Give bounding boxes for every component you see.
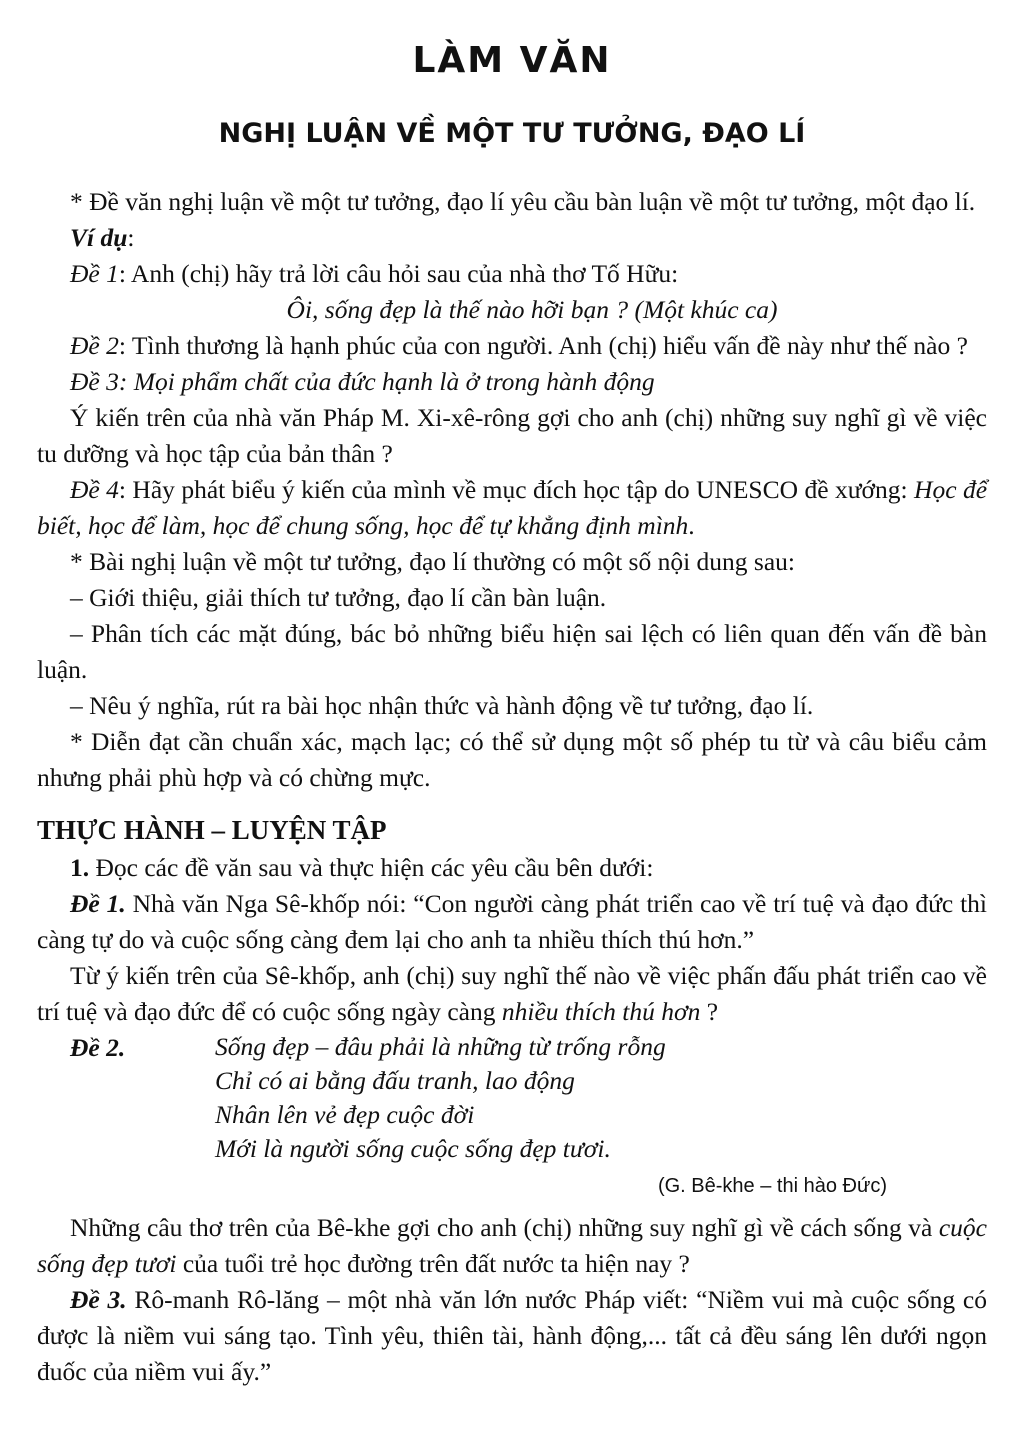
example-1-quote: Ôi, sống đẹp là thế nào hỡi bạn ? (Một khúc ca): [286, 295, 778, 324]
page-body: [37, 184, 987, 1390]
example-1: Đề 1: Anh (chị) hãy trả lời câu hỏi sau của nhà thơ Tố Hữu:: [70, 259, 679, 288]
example-3-question: Ý kiến trên của nhà văn Pháp M. Xi-xê-rông gợi cho anh (chị) những suy nghĩ gì về việc tu dưỡng và học tập của bản thân ?: [37, 403, 987, 468]
exercise-3-label: Đề 3.: [70, 1285, 127, 1314]
poem-line: Mới là người sống cuộc sống đẹp tươi.: [215, 1134, 611, 1163]
example-1-label: Đề 1: [70, 259, 119, 288]
example-label: Ví dụ:: [70, 223, 135, 252]
example-3-label: Đề 3: [70, 367, 119, 396]
poem-source: (G. Bê-khe – thi hào Đức): [657, 1175, 887, 1197]
page-title: LÀM VĂN: [412, 40, 612, 81]
bullet-1: – Giới thiệu, giải thích tư tưởng, đạo lí cần bàn luận.: [70, 583, 607, 612]
exercise-1-label: Đề 1.: [70, 889, 126, 918]
exercise-1-question: Từ ý kiến trên của Sê-khốp, anh (chị) suy nghĩ thế nào về việc phấn đấu phát triển cao về trí tuệ và đạo đức để có cuộc sống ngày càng nhiều thích thú hơn ?: [37, 961, 987, 1026]
poem-lines: [215, 1030, 666, 1166]
example-4: Đề 4: Hãy phát biểu ý kiến của mình về mục đích học tập do UNESCO đề xướng: Học để biết, học để làm, học để chung sống, học để tự khẳng định mình.: [37, 475, 988, 540]
task-1: 1. Đọc các đề văn sau và thực hiện các yêu cầu bên dưới:: [70, 853, 654, 882]
bullet-3: – Nêu ý nghĩa, rút ra bài học nhận thức và hành động về tư tưởng, đạo lí.: [70, 691, 814, 720]
section-subtitle: NGHỊ LUẬN VỀ MỘT TƯ TƯỞNG, ĐẠO LÍ: [218, 118, 806, 149]
style-note: * Diễn đạt cần chuẩn xác, mạch lạc; có thể sử dụng một số phép tu từ và câu biểu cảm nhưng phải phù hợp và có chừng mực.: [37, 727, 987, 792]
example-4-label: Đề 4: [70, 475, 119, 504]
poem-line: Nhân lên vẻ đẹp cuộc đời: [215, 1100, 475, 1129]
bullet-2: – Phân tích các mặt đúng, bác bỏ những biểu hiện sai lệch có liên quan đến vấn đề bàn luận.: [37, 619, 987, 684]
exercise-2-poem: [37, 1030, 987, 1210]
exercise-2-label: Đề 2.: [70, 1033, 126, 1062]
practice-heading: THỰC HÀNH – LUYỆN TẬP: [37, 815, 387, 845]
example-3: Đề 3: Mọi phẩm chất của đức hạnh là ở trong hành động: [70, 367, 655, 396]
exercise-1: Đề 1. Nhà văn Nga Sê-khốp nói: “Con người càng phát triển cao về trí tuệ và đạo đức thì càng tự do và cuộc sống càng đem lại cho anh ta nhiều thích thú hơn.”: [37, 889, 987, 954]
intro-paragraph: * Đề văn nghị luận về một tư tưởng, đạo lí yêu cầu bàn luận về một tư tưởng, một đạo lí.: [70, 187, 976, 216]
example-2: Đề 2: Tình thương là hạnh phúc của con người. Anh (chị) hiểu vấn đề này như thế nào ?: [70, 331, 968, 360]
poem-line: Sống đẹp – đâu phải là những từ trống rỗng: [215, 1032, 666, 1061]
content-intro: * Bài nghị luận về một tư tưởng, đạo lí thường có một số nội dung sau:: [70, 547, 796, 576]
poem-line: Chỉ có ai bằng đấu tranh, lao động: [215, 1066, 575, 1095]
exercise-2-question: Những câu thơ trên của Bê-khe gợi cho anh (chị) những suy nghĩ gì về cách sống và cuộc sống đẹp tươi của tuổi trẻ học đường trên đất nước ta hiện nay ?: [37, 1213, 987, 1278]
exercise-3: Đề 3. Rô-manh Rô-lăng – một nhà văn lớn nước Pháp viết: “Niềm vui mà cuộc sống có được là niềm vui sáng tạo. Tình yêu, thiên tài, hành động,... tất cả đều sáng lên dưới ngọn đuốc của niềm vui ấy.”: [37, 1285, 987, 1386]
example-2-label: Đề 2: [70, 331, 119, 360]
